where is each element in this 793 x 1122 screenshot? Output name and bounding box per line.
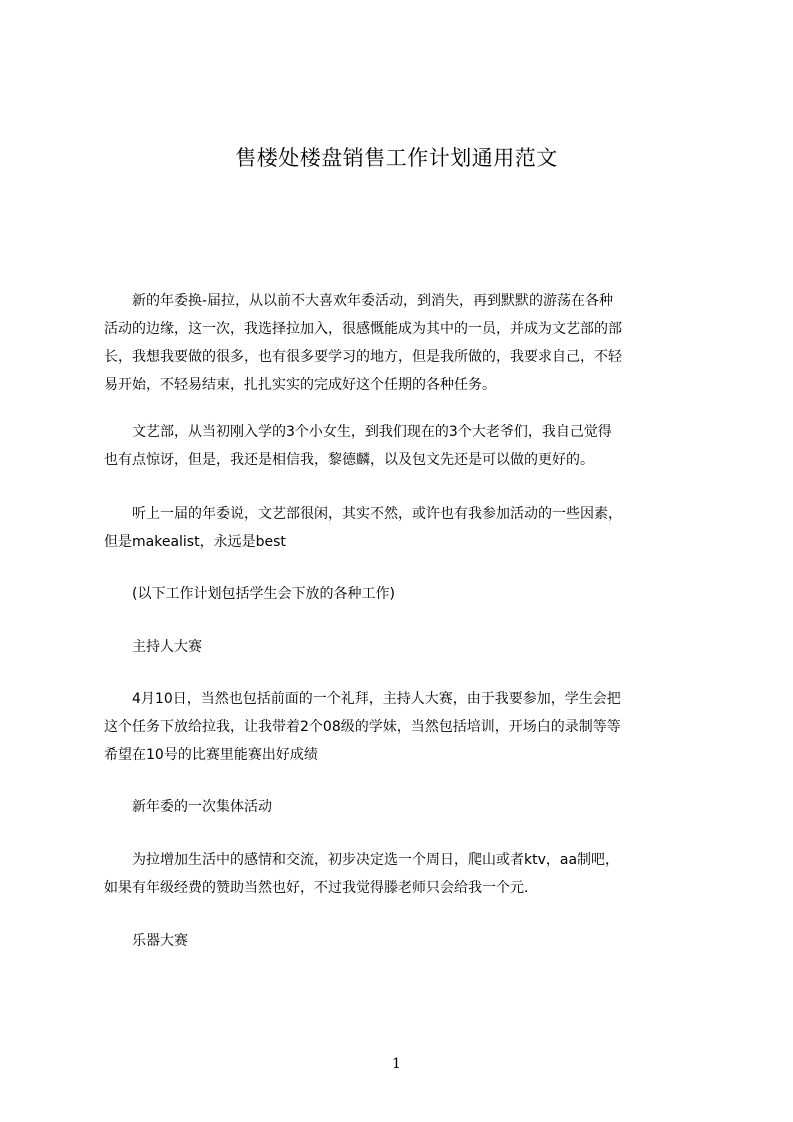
paragraph-line: (以下工作计划包括学生会下放的各种工作): [104, 586, 395, 602]
paragraph-line: 新年委的一次集体活动: [104, 799, 272, 815]
paragraph-line: 长，我想我要做的很多，也有很多要学习的地方，但是我所做的，我要求自己，不轻: [104, 349, 622, 365]
paragraph-line: 这个任务下放给拉我，让我带着2个08级的学妹，当然包括培训，开场白的录制等等: [104, 719, 621, 735]
heading-host-contest: [104, 633, 700, 661]
paragraph-line: 文艺部，从当初刚入学的3个小女生，到我们现在的3个大老爷们，我自己觉得: [104, 424, 612, 440]
paragraph-line: 新的年委换-届拉，从以前不大喜欢年委活动，到消失，再到默默的游荡在各种: [104, 293, 614, 309]
paragraph-arts-department: [104, 418, 700, 474]
heading-group-activity: [104, 793, 700, 821]
document-title: 售楼处楼盘销售工作计划通用范文: [235, 146, 558, 170]
paragraph-plan-note: [104, 580, 700, 608]
paragraph-line: 如果有年级经费的赞助当然也好，不过我觉得滕老师只会给我一个元.: [104, 880, 529, 896]
paragraph-group-activity: [104, 846, 700, 902]
paragraph-intro: [104, 287, 700, 399]
paragraph-line: 听上一届的年委说，文艺部很闲，其实不然，或许也有我参加活动的一些因素，: [104, 506, 622, 522]
paragraph-line: 乐器大赛: [104, 933, 188, 949]
paragraph-line: 为拉增加生活中的感情和交流，初步决定选一个周日，爬山或者ktv，aa制吧，: [104, 852, 620, 868]
paragraph-line: 活动的边缘，这一次，我选择拉加入，很感慨能成为其中的一员，并成为文艺部的部: [104, 321, 622, 337]
paragraph-line: 易开始，不轻易结束，扎扎实实的完成好这个任期的各种任务。: [104, 377, 496, 393]
paragraph-line: 也有点惊讶，但是，我还是相信我，黎德麟，以及包文先还是可以做的更好的。: [104, 452, 594, 468]
paragraph-line: 主持人大赛: [104, 639, 202, 655]
paragraph-line: 但是makealist，永远是best: [104, 534, 286, 550]
paragraph-line: 4月10日，当然也包括前面的一个礼拜，主持人大赛，由于我要参加，学生会把: [104, 691, 621, 707]
page-number: 1: [392, 1056, 401, 1072]
paragraph-line: 希望在10号的比赛里能赛出好成绩: [104, 747, 318, 763]
paragraph-host-contest: [104, 685, 700, 769]
paragraph-previous-committee: [104, 500, 700, 556]
heading-instrument-contest: [104, 927, 700, 955]
